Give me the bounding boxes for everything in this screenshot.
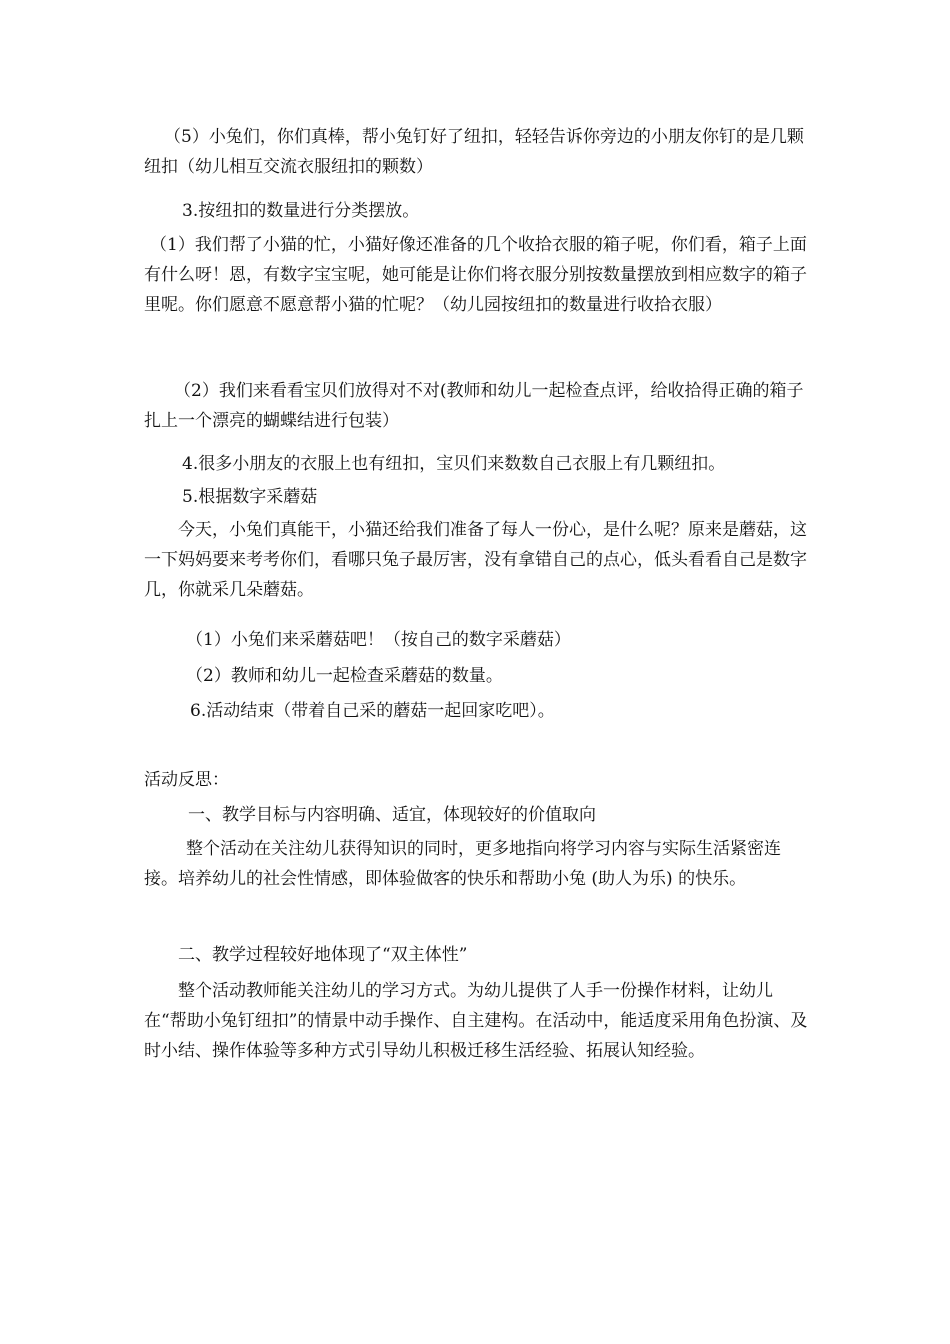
paragraph-step-4: 4.很多小朋友的衣服上也有纽扣，宝贝们来数数自己衣服上有几颗纽扣。 xyxy=(182,454,726,474)
reflection-heading-1: 一、教学目标与内容明确、适宜，体现较好的价值取向 xyxy=(188,805,596,825)
paragraph-step-5-2: （2）教师和幼儿一起检查采蘑菇的数量。 xyxy=(186,666,503,686)
paragraph-step-5-1: （1）小兔们来采蘑菇吧！（按自己的数字采蘑菇） xyxy=(186,630,571,650)
reflection-paragraph-1: 整个活动在关注幼儿获得知识的同时，更多地指向将学习内容与实际生活紧密连接。培养幼儿的社会性情感，即体验做客的快乐和帮助小兔 (助人为乐) 的快乐。 xyxy=(144,839,781,889)
reflection-heading-2: 二、教学过程较好地体现了“双主体性” xyxy=(178,945,468,965)
reflection-paragraph-2: 整个活动教师能关注幼儿的学习方式。为幼儿提供了人手一份操作材料，让幼儿在“帮助小兔钉纽扣”的情景中动手操作、自主建构。在活动中，能适度采用角色扮演、及时小结、操作体验等多种方式引导幼儿积极迁移生活经验、拓展认知经验。 xyxy=(144,981,808,1061)
paragraph-step-5: （5）小兔们，你们真棒，帮小兔钉好了纽扣，轻轻告诉你旁边的小朋友你钉的是几颗纽扣（幼儿相互交流衣服纽扣的颗数） xyxy=(144,127,804,177)
paragraph-step-5-body: 今天，小兔们真能干，小猫还给我们准备了每人一份心，是什么呢？原来是蘑菇，这一下妈妈要来考考你们，看哪只兔子最厉害，没有拿错自己的点心，低头看看自己是数字几，你就采几朵蘑菇。 xyxy=(144,520,807,600)
paragraph-step-3-1: （1）我们帮了小猫的忙，小猫好像还准备的几个收拾衣服的箱子呢，你们看，箱子上面有什么呀！恩，有数字宝宝呢，她可能是让你们将衣服分别按数量摆放到相应数字的箱子里呢。你们愿意不愿意帮小猫的忙呢？（幼儿园按纽扣的数量进行收拾衣服） xyxy=(144,235,807,315)
paragraph-step-3-2: （2）我们来看看宝贝们放得对不对(教师和幼儿一起检查点评，给收拾得正确的箱子扎上一个漂亮的蝴蝶结进行包装） xyxy=(144,381,804,431)
section-title-reflection: 活动反思： xyxy=(144,770,229,790)
heading-step-5: 5.根据数字采蘑菇 xyxy=(182,487,318,507)
heading-step-6: 6.活动结束（带着自己采的蘑菇一起回家吃吧）。 xyxy=(190,701,555,721)
heading-step-3: 3.按纽扣的数量进行分类摆放。 xyxy=(182,201,420,221)
